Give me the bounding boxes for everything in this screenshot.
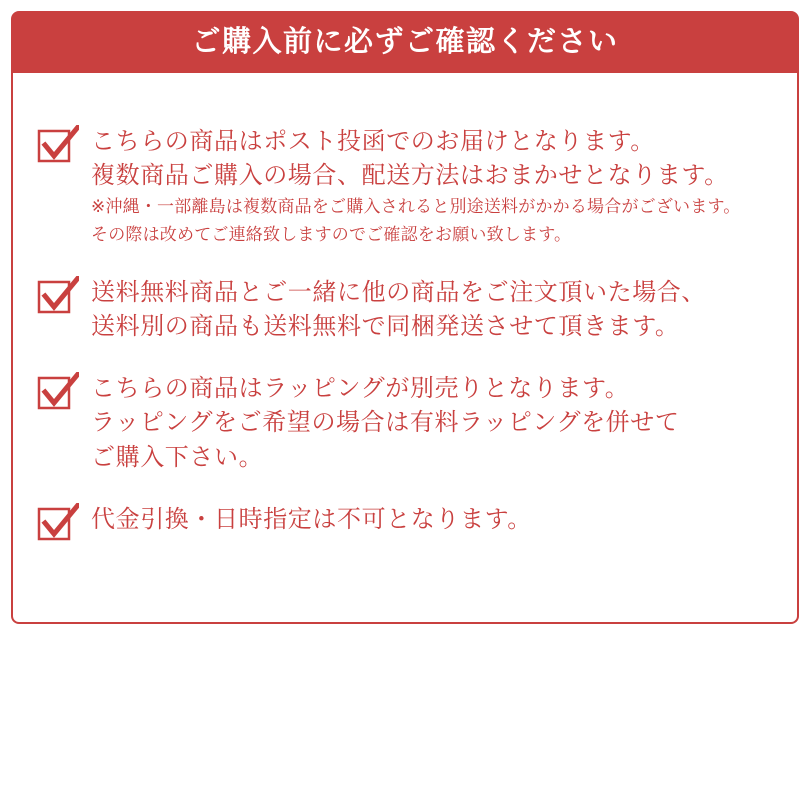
check-mark-icon <box>37 503 79 545</box>
list-item <box>37 370 781 474</box>
list-item-text <box>91 370 781 474</box>
notice-line: ご購入下さい。 <box>91 443 264 471</box>
check-mark-icon <box>37 125 79 167</box>
page-title: ご購入前に必ずご確認ください <box>191 25 619 58</box>
list-item <box>37 501 781 545</box>
check-mark-icon <box>37 372 79 414</box>
notice-line: 送料無料商品とご一緒に他の商品をご注文頂いた場合、 <box>91 279 706 307</box>
notice-line: 送料別の商品も送料無料で同梱発送させて頂きます。 <box>91 313 680 341</box>
list-item-text <box>91 123 781 248</box>
notice-line-note: その際は改めてご連絡致しますのでご確認をお願い致します。 <box>91 224 572 244</box>
notice-line-note: ※沖縄・一部離島は複数商品をご購入されると別途送料がかかる場合がございます。 <box>91 197 741 217</box>
list-item-text <box>91 274 781 344</box>
notice-line: こちらの商品はラッピングが別売りとなります。 <box>91 375 630 403</box>
notice-line: 代金引換・日時指定は不可となります。 <box>91 505 532 533</box>
notice-banner <box>11 11 799 73</box>
notice-card <box>11 73 799 624</box>
notice-list <box>37 123 781 545</box>
notice-line: ラッピングをご希望の場合は有料ラッピングを併せて <box>91 409 680 437</box>
list-item <box>37 123 781 248</box>
list-item <box>37 274 781 344</box>
list-item-text <box>91 501 781 537</box>
notice-line: 複数商品ご購入の場合、配送方法はおまかせとなります。 <box>91 162 729 190</box>
check-mark-icon <box>37 276 79 318</box>
notice-line: こちらの商品はポスト投函でのお届けとなります。 <box>91 128 655 155</box>
